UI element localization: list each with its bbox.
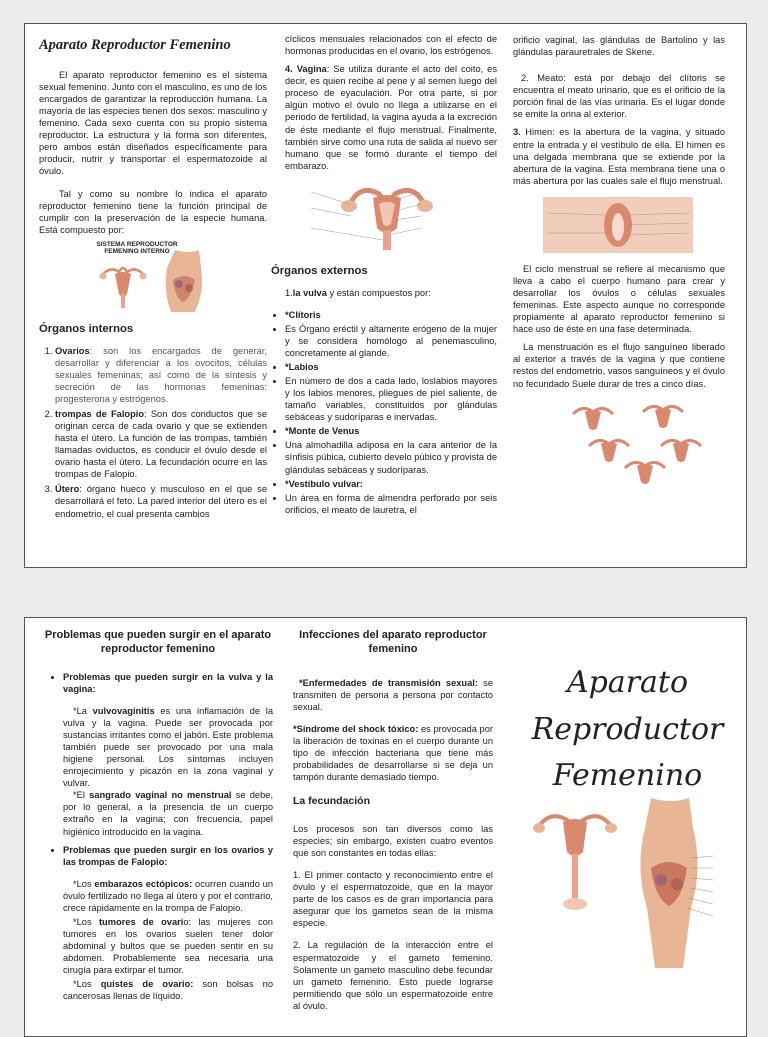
list-item-monte: • *Monte de Venus: [285, 425, 497, 437]
uterus-diagram: [271, 176, 497, 254]
figure-title-line1: SISTEMA REPRODUCTOR: [96, 240, 178, 248]
vulva-intro: 1.la vulva y están compuestos por:: [285, 287, 431, 298]
ets-paragraph: *Enfermedades de transmisión sexual: se transmiten de persona a persona por contacto sexual.: [293, 677, 493, 712]
vestibulo-continuation: orificio vaginal, las glándulas de Bartolino y las glándulas parauretrales de Skene.: [513, 35, 725, 58]
list-item-trompas: 2. trompas de Falopio: Son dos conductos que se originan cerca de cada ovario y que se extienden hasta el útero. La función de las trompas, también llamadas oviductos, es conducir el óvulo desde el ovario hasta el útero. La fecundación ocurre en las trompas de Falopio.: [55, 408, 267, 480]
fecundation-step-1: 1. El primer contacto y reconocimiento entre el óvulo y el espermatozoide, que en la mayor parte de los casos es de gran importancia para asegurar que los gametos sean de la misma especie.: [293, 870, 493, 929]
shock-paragraph: *Síndrome del shock tóxico: es provocada por la liberación de toxinas en el cuerpo durante un tipo de infección bacteriana que tiene más probabilidades de desarrollarse si se deja un tampón durante demasiado tiempo.: [293, 723, 493, 783]
external-organs-heading: Órganos externos: [271, 264, 368, 277]
list-item-vestibulo-desc: • Un área en forma de almendra perforado por seis orificios, el meato de lauretra, el: [285, 492, 497, 516]
brochure-front-page: [24, 23, 747, 568]
internal-organs-list: [39, 345, 267, 520]
menstrual-cycle-diagram: [513, 396, 725, 488]
internal-organs-heading: Órganos internos: [39, 322, 134, 335]
himen-paragraph: 3. Himen: es la abertura de la vagina, y situado entre la entrada y el vestíbulo de ella. El himen es una delgada membrana que se extiende por la abertura de la vagina. Esta membrana tiene una o más abertura por las cuales sale el flujo menstrual.: [513, 127, 725, 186]
tumores-paragraph: *Los tumores de ovario: las mujeres con tumores en los ovarios suelen tener dolor abdominal y bultos que se pueden sentir en su abdomen. Probablemente sea necesaria una cirugía para extirpar el tumor.: [63, 917, 273, 976]
quistes-paragraph: *Los quistes de ovario: son bolsas no cancerosas llenas de líquido.: [63, 979, 273, 1002]
ectopicos-paragraph: *Los embarazos ectópicos: ocurren cuando un óvulo fertilizado no llega al útero y por el contrario, crece rápidamente en la trompa de Falopio.: [63, 878, 273, 913]
back-column-1: [43, 618, 273, 1036]
document-title: Aparato Reproductor Femenino: [39, 37, 231, 53]
list-item-monte-desc: • Una almohadilla adiposa en la cara anterior de la sínfisis púbica, cubierto develo púbico y provista de glándulas sebáceas y sudoríparas.: [285, 439, 497, 475]
front-column-2: [271, 24, 497, 567]
internal-organs-illustration: [39, 242, 267, 312]
list-item-clitoris: • *Clítoris: [285, 309, 497, 321]
external-organs-list: [271, 309, 497, 516]
back-column-2: [293, 618, 493, 1036]
vulvovaginitis-paragraph: *La vulvovaginitis es una inflamación de la vulva y la vagina. Puede ser provocada por sustancias irritantes como el jabón. Este problema también puede ser provocado por una mala higiene personal. Los síntomas incluyen enrojecimiento y picazón en la zona vaginal y vulvar.: [63, 705, 273, 789]
menstrual-cycle-paragraph: El ciclo menstrual se refiere al mecanismo que lleva a cabo el cuerpo humano para crear y desarrollar los óvulos o células sexuales femeninas. Este aspecto aunque no corresponde propiamente al aparato reproductor femenino si hace uso de éste en una fase determinada.: [513, 263, 725, 335]
cover-title: [515, 666, 740, 794]
utero-continuation: cíclicos mensuales relacionados con el efecto de hormonas producidas en el ovario, los estrógenos.: [285, 34, 497, 57]
problems-list: [43, 671, 273, 695]
meato-paragraph: 2. Meato: está por debajo del clítoris se encuentra el meato urinario, que es el orificio de la porción final de las vías urinaria. Es el lugar donde se emite la orina al exterior.: [513, 73, 725, 120]
list-item-clitoris-desc: • Es Órgano eréctil y altamente erógeno de la mujer y se considera homólogo al penemasculino, concretamente al glande.: [285, 323, 497, 359]
figure-title-line2: FEMENINO INTERNO: [104, 247, 170, 255]
brochure-back-page: [24, 617, 747, 1037]
cover-title-line1: Aparato: [566, 665, 689, 700]
vagina-paragraph: 4. Vagina: Se utiliza durante el acto del coito, es decir, es quien recibe al pene y al semen luego del proceso de eyaculación. Por otra parte, si por algún motivo el óvulo no llega a utilizarse en el periodo de fertilidad, la vagina ayuda a la excreción de éste mediante el flujo menstrual. Finalmente, también sirve como una ruta de salida al nuevo ser humano que se formó durante el tiempo del embarazo.: [285, 64, 497, 171]
menstruation-paragraph: La menstruación es el flujo sanguíneo liberado al exterior a través de la vagina y que contiene restos del endometrio, vasos sanguíneos y el óvulo no fecundado Suele durar de tres a cinco días.: [513, 342, 725, 389]
fecundation-step-2: 2. La regulación de la interacción entre el espermatozoide y el gameto femenino. Solamente un gameto masculino debe fecundar un gameto femenino. Esto puede lograrse permitiendo que sólo un espermatozoide entre al óvulo.: [293, 940, 493, 1011]
problems-vulva-bullet: • Problemas que pueden surgir en la vulva y la vagina:: [63, 671, 273, 695]
internal-system-figure: [39, 242, 267, 312]
front-column-1: [39, 24, 267, 567]
front-column-3: [513, 24, 725, 567]
list-item-vestibulo: • *Vestíbulo vulvar:: [285, 478, 497, 490]
fecundation-intro: Los procesos son tan diversos como las especies; sin embargo, existen cuatro eventos que son constantes en todas ellas:: [293, 823, 493, 859]
list-item-utero: 3. Útero: órgano hueco y musculoso en el que se desarrollará el feto. La pared interior del útero es el endometrio, el cual presenta cambios: [55, 483, 267, 519]
list-item-ovarios: 1. Ovarios: son los encargados de generar, desarrollar y diferenciar a los ovocitos, células sexuales femeninas; así como de la síntesis y secreción de las hormonas femeninas: progesterona y estrógenos.: [55, 345, 267, 405]
infections-heading: Infecciones del aparato reproductor femenino: [299, 629, 487, 656]
back-column-cover: [515, 618, 740, 1036]
sangrado-paragraph: *El sangrado vaginal no menstrual se debe, por lo general, a la presencia de un cuerpo extraño en la vagina; con frecuencia, papel higiénico introducido en la vagina.: [63, 790, 273, 837]
fecundation-heading: La fecundación: [293, 795, 371, 808]
external-genitalia-diagram: [513, 193, 725, 257]
cover-illustration: [515, 798, 740, 968]
problems-list-2: [43, 844, 273, 868]
list-item-labios-desc: • En número de dos a cada lado, loslabios mayores y los labios menores, pliegues de piel saliente, de tamaño variables, constituidos por glándulas sebáceas y sudoríparas e inervadas.: [285, 375, 497, 423]
cover-title-line3: Femenino: [552, 758, 703, 793]
problems-ovarios-bullet: • Problemas que pueden surgir en los ovarios y las trompas de Falopio:: [63, 844, 273, 868]
intro-paragraph: El aparato reproductor femenino es el sistema sexual femenino. Junto con el masculino, es uno de los encargados de garantizar la reproducción humana. La mayoría de las especies tienen dos sexos: masculino y femenino. Cada sexo cuenta con su propio sistema reproductor. La estructura y la forma son diferentes, pero ambos están diseñados específicamente para producir, nutrir y transportar el espermatozoide al óvulo.: [39, 69, 267, 177]
function-paragraph: Tal y como su nombre lo indica el aparato reproductor femenino tiene la función principal de cumplir con la preservación de la especie humana. Está compuesto por:: [39, 188, 267, 235]
cover-title-line2: Reproductor: [531, 711, 724, 747]
list-item-labios: • *Labios: [285, 361, 497, 373]
problems-heading: Problemas que pueden surgir en el aparato reproductor femenino: [44, 629, 272, 656]
